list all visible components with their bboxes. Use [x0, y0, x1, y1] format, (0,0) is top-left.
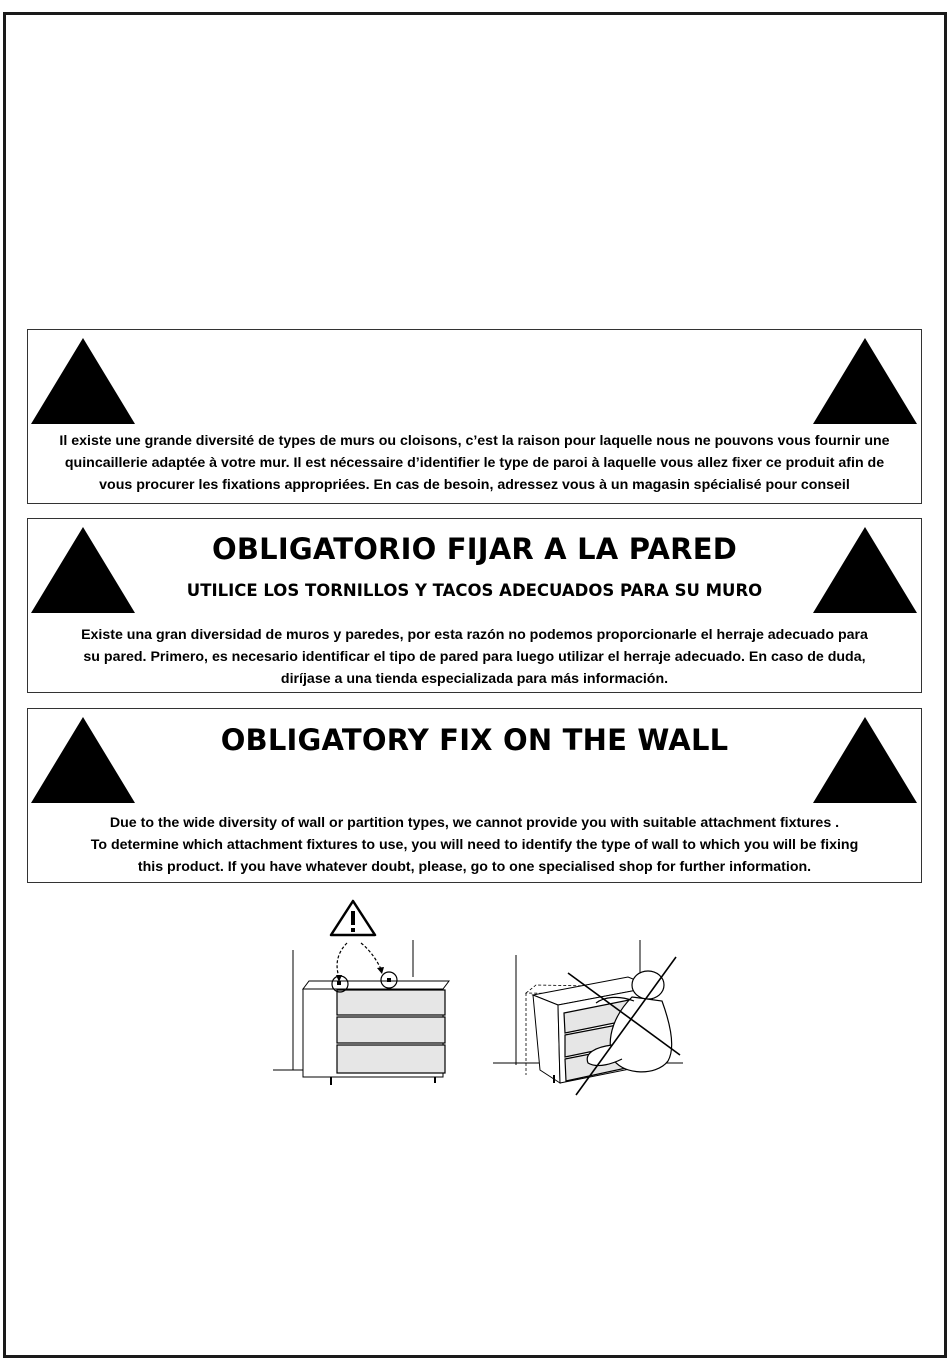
text-line: vous procurer les fixations appropriées. En cas de besoin, adressez vous à un magasin spécialisé pour conseil [99, 477, 850, 493]
text-line: this product. If you have whatever doubt, please, go to one specialised shop for further information. [137, 859, 812, 875]
warning-box-spanish [27, 518, 922, 693]
warning-box-french [27, 329, 922, 504]
warning-subtitle-spanish: UTILICE LOS TORNILLOS Y TACOS ADECUADOS PARA SU MURO [186, 581, 763, 600]
warning-text-english [32, 812, 917, 878]
warning-triangle-icon [29, 336, 137, 426]
text-line: quincaillerie adaptée à votre mur. Il est nécessaire d’identifier le type de paroi à laquelle vous allez fixer ce produit afin de [64, 455, 885, 471]
caution-sign-icon [331, 901, 375, 935]
warning-title-english: OBLIGATORY FIX ON THE WALL [220, 723, 729, 757]
warning-text-french [32, 430, 917, 496]
illustration-fixed-dresser [265, 895, 455, 1090]
illustration-tipping-dresser [488, 935, 688, 1100]
warning-text-spanish [32, 624, 917, 690]
warning-box-english [27, 708, 922, 883]
text-line: su pared. Primero, es necesario identificar el tipo de pared para luego utilizar el herraje adecuado. En caso de duda, [83, 649, 866, 665]
text-line: diríjase a una tienda especializada para más información. [280, 671, 669, 687]
text-line: Il existe une grande diversité de types de murs ou cloisons, c’est la raison pour laquelle nous ne pouvons vous fournir une [59, 433, 890, 449]
warning-triangle-icon [811, 336, 919, 426]
warning-title-spanish: OBLIGATORIO FIJAR A LA PARED [212, 532, 737, 566]
text-line: Existe una gran diversidad de muros y paredes, por esta razón no podemos proporcionarle el herraje adecuado para [81, 627, 868, 643]
text-line: Due to the wide diversity of wall or partition types, we cannot provide you with suitable attachment fixtures . [109, 815, 840, 831]
text-line: To determine which attachment fixtures to use, you will need to identify the type of wall to which you will be fixing [90, 837, 859, 853]
